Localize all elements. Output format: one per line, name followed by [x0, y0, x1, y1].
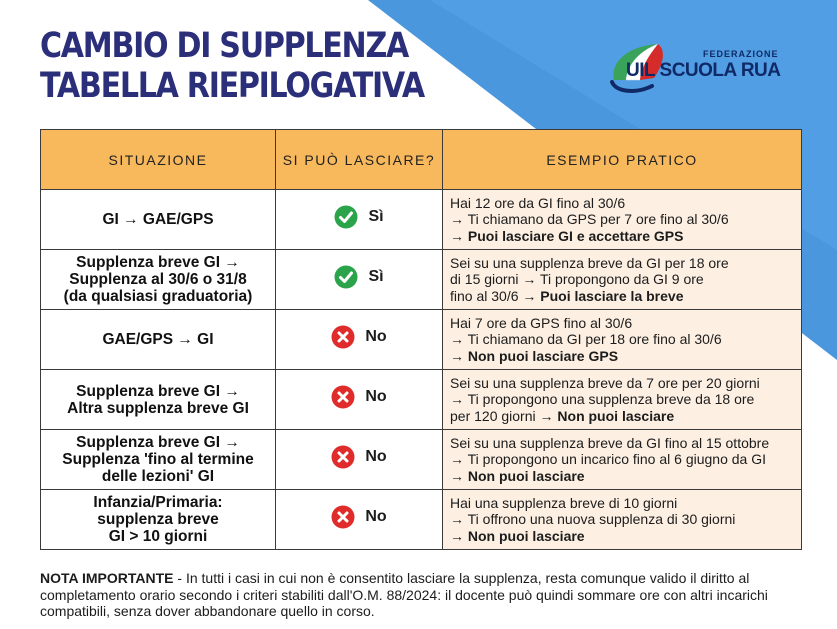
situation-line: GI > 10 giorni [108, 528, 208, 545]
example-conclusion: Non puoi lasciare [467, 467, 585, 484]
situation-line: Infanzia/Primaria: [93, 494, 223, 511]
situation-cell [41, 490, 276, 550]
example-text: Sei su una supplenza breve da GI fino al 15 ottobre [450, 434, 770, 451]
example-cell [443, 370, 802, 430]
example-line [450, 315, 794, 332]
example-line [450, 195, 794, 212]
example-line [450, 435, 794, 452]
example-line [450, 468, 794, 485]
example-conclusion: Puoi lasciare la breve [540, 287, 684, 304]
table-row [41, 490, 802, 550]
table-row [41, 190, 802, 250]
check-icon [334, 265, 358, 289]
example-text: → [450, 347, 468, 364]
example-text: Hai 12 ore da GI fino al 30/6 [450, 194, 626, 211]
example-text: fino al 30/6 → [450, 287, 541, 304]
situation-line: Altra supplenza breve GI [67, 399, 249, 417]
logo-federation-label: FEDERAZIONE [703, 49, 779, 59]
example-line [450, 495, 794, 512]
table-body [41, 190, 802, 550]
answer-label: No [365, 448, 387, 465]
table-row [41, 310, 802, 370]
answer-cell [276, 310, 443, 370]
answer-label: Sì [368, 268, 384, 285]
situation-cell [41, 370, 276, 430]
answer-cell [276, 190, 443, 250]
situation-cell [41, 430, 276, 490]
example-line [450, 375, 794, 392]
example-conclusion: Non puoi lasciare [467, 527, 585, 544]
answer [334, 265, 383, 289]
example-conclusion: Non puoi lasciare GPS [467, 347, 619, 364]
important-note [40, 570, 805, 620]
example-text: → Ti chiamano da GPS per 7 ore fino al 30/6 [450, 211, 729, 228]
example-line [450, 511, 794, 528]
summary-table [40, 129, 802, 550]
answer [331, 385, 386, 409]
example-cell [443, 190, 802, 250]
situation-line: Supplenza breve GI → [76, 382, 240, 400]
example-conclusion: Puoi lasciare GI e accettare GPS [467, 227, 684, 244]
uil-scuola-logo [606, 38, 796, 94]
cross-icon [331, 505, 355, 529]
cross-icon [331, 325, 355, 349]
example-text: Sei su una supplenza breve da GI per 18 ore [450, 254, 729, 271]
page-title [40, 26, 424, 106]
example-line [450, 288, 794, 305]
situation-line: GAE/GPS → GI [102, 331, 214, 348]
example-text: → [450, 527, 468, 544]
answer [331, 505, 386, 529]
example-text: → [450, 467, 468, 484]
header-can-leave: SI PUÒ LASCIARE? [276, 130, 443, 190]
example-text: Hai 7 ore da GPS fino al 30/6 [450, 314, 633, 331]
example-text: → Ti chiamano da GI per 18 ore fino al 30/6 [450, 331, 722, 348]
example-text: Hai una supplenza breve di 10 giorni [450, 494, 678, 511]
title-line-1: CAMBIO DI SUPPLENZA [40, 26, 408, 66]
example-line [450, 271, 794, 288]
answer-label: No [365, 508, 387, 525]
example-line [450, 408, 794, 425]
situation-cell [41, 190, 276, 250]
situation-line: (da qualsiasi graduatoria) [63, 288, 253, 305]
situation-line: Supplenza al 30/6 o 31/8 [69, 271, 247, 288]
answer-label: No [365, 388, 387, 405]
answer-cell [276, 430, 443, 490]
example-cell [443, 490, 802, 550]
situation-line: GI → GAE/GPS [102, 211, 214, 228]
check-icon [334, 205, 358, 229]
example-line [450, 451, 794, 468]
example-text: per 120 giorni → [450, 407, 558, 424]
header-situation: SITUAZIONE [41, 130, 276, 190]
situation-line: delle lezioni' GI [101, 468, 215, 485]
answer [331, 445, 386, 469]
example-line [450, 228, 794, 245]
cross-icon [331, 445, 355, 469]
situation-line: Supplenza breve GI → [76, 254, 240, 271]
example-line [450, 528, 794, 545]
example-text: → Ti offrono una nuova supplenza di 30 giorni [450, 511, 736, 528]
situation-cell [41, 310, 276, 370]
answer-label: No [365, 328, 387, 345]
table-row [41, 250, 802, 310]
situation-line: Supplenza breve GI → [76, 434, 240, 451]
example-cell [443, 310, 802, 370]
answer-cell [276, 490, 443, 550]
situation-cell [41, 250, 276, 310]
situation-line: Supplenza 'fino al termine [62, 451, 254, 468]
example-text: → Ti propongono una supplenza breve da 18 ore [450, 391, 755, 408]
answer-cell [276, 250, 443, 310]
example-cell [443, 250, 802, 310]
example-text: → [450, 227, 468, 244]
table-header-row [41, 130, 802, 190]
logo-name: UIL SCUOLA RUA [626, 60, 781, 81]
note-text: - In tutti i casi in cui non è consentito lasciare la supplenza, resta comunque valido il diritto al completamento orario secondo i criteri stabiliti dall'O.M. 88/2024: il docente può quindi sommare ore con altri incarichi compatibili, senza dover abbandonare quello in corso. [40, 570, 768, 619]
note-label: NOTA IMPORTANTE [40, 570, 174, 586]
table-row [41, 370, 802, 430]
example-text: Sei su una supplenza breve da 7 ore per 20 giorni [450, 374, 760, 391]
table-row [41, 430, 802, 490]
example-cell [443, 430, 802, 490]
example-line [450, 255, 794, 272]
example-line [450, 348, 794, 365]
title-line-2: TABELLA RIEPILOGATIVA [40, 66, 424, 106]
answer-label: Sì [368, 208, 384, 225]
example-line [450, 331, 794, 348]
answer [331, 325, 386, 349]
example-line [450, 211, 794, 228]
answer [334, 205, 383, 229]
example-text: → Ti propongono un incarico fino al 6 giugno da GI [450, 451, 766, 468]
cross-icon [331, 385, 355, 409]
example-conclusion: Non puoi lasciare [557, 407, 675, 424]
answer-cell [276, 370, 443, 430]
header-example: ESEMPIO PRATICO [443, 130, 802, 190]
example-text: di 15 giorni → Ti propongono da GI 9 ore [450, 271, 704, 288]
situation-line: supplenza breve [97, 511, 219, 528]
example-line [450, 391, 794, 408]
